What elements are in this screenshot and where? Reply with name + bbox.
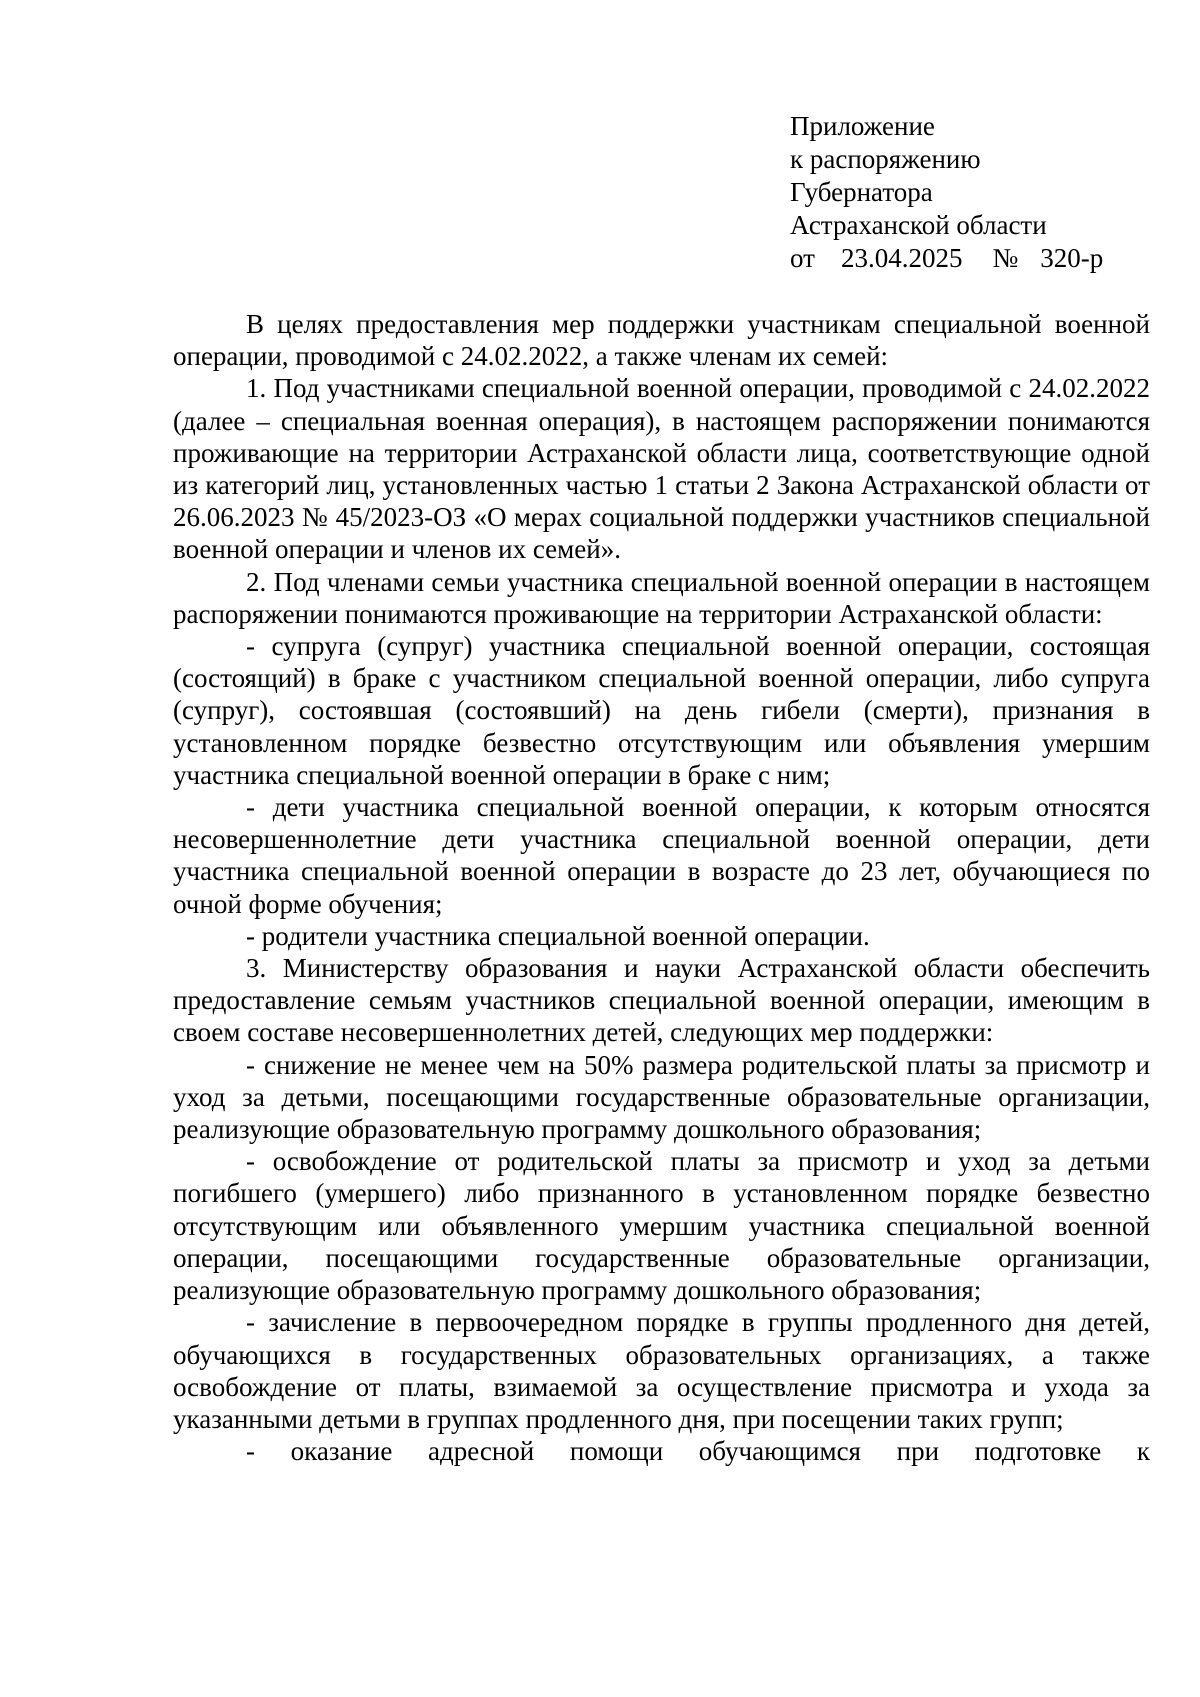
paragraph-item-2: 2. Под членами семьи участника специальной военной операции в настоящем распоряжении понимаются проживающие на территории Астраханской области: [173,566,1150,629]
appendix-region: Астраханской области [790,210,1047,240]
paragraph-fee-exemption: - освобождение от родительской платы за присмотр и уход за детьми погибшего (умершего) либо признанного в установленном порядке безвестно отсутствующим или объявленного умершим участника специальной военной операции, посещающими государственные образовательные организации, реализующие образовательную программу дошкольного образования; [173,1146,1150,1306]
paragraph-item-3: 3. Министерству образования и науки Астраханской области обеспечить предоставление семьям участников специальной военной операции, имеющим в своем составе несовершеннолетних детей, следующих мер поддержки: [173,953,1150,1048]
appendix-to-order: к распоряжению [790,144,981,174]
paragraph-item-1: 1. Под участниками специальной военной операции, проводимой с 24.02.2022 (далее – специальная военная операция), в настоящем распоряжении понимаются проживающие на территории Астраханской области лица, соответствующие одной из категорий лиц, установленных частью 1 статьи 2 Закона Астраханской области от 26.06.2023 № 45/2023-ОЗ «О мерах социальной поддержки участников специальной военной операции и членов их семей». [173,373,1150,565]
paragraph-targeted-help: - оказание адресной помощи обучающимся при подготовке к [246,1436,1150,1467]
paragraph-intro: В целях предоставления мер поддержки участникам специальной военной операции, проводимой с 24.02.2022, а также членам их семей: [173,309,1150,372]
appendix-title: Приложение [790,111,935,141]
document-body [173,308,1150,1467]
appendix-header [790,110,1170,275]
number-sign: № [992,243,1019,273]
date-prefix: от [790,243,815,273]
paragraph-extended-day: - зачисление в первоочередном порядке в группы продленного дня детей, обучающихся в государственных образовательных организациях, а также освобождение от платы, взимаемой за осуществление присмотра и ухода за указанными детьми в группах продленного дня, при посещении таких групп; [173,1307,1150,1434]
appendix-governor: Губернатора [790,177,933,207]
appendix-date-number [790,242,1170,275]
order-date: 23.04.2025 [840,243,963,273]
order-number: 320-р [1040,243,1104,273]
paragraph-spouse: - супруга (супруг) участника специальной военной операции, состоящая (состоящий) в браке с участником специальной военной операции, либо супруга (супруг), состоявшая (состоявший) на день гибели (смерти), признания в установленном порядке безвестно отсутствующим или объявления умершим участника специальной военной операции в браке с ним; [173,631,1150,790]
paragraph-children: - дети участника специальной военной операции, к которым относятся несовершеннолетние дети участника специальной военной операции, дети участника специальной военной операции в возрасте до 23 лет, обучающиеся по очной форме обучения; [173,792,1150,919]
paragraph-fee-reduction: - снижение не менее чем на 50% размера родительской платы за присмотр и уход за детьми, посещающими государственные образовательные организации, реализующие образовательную программу дошкольного образования; [173,1049,1150,1145]
paragraph-parents: - родители участника специальной военной операции. [246,920,870,951]
